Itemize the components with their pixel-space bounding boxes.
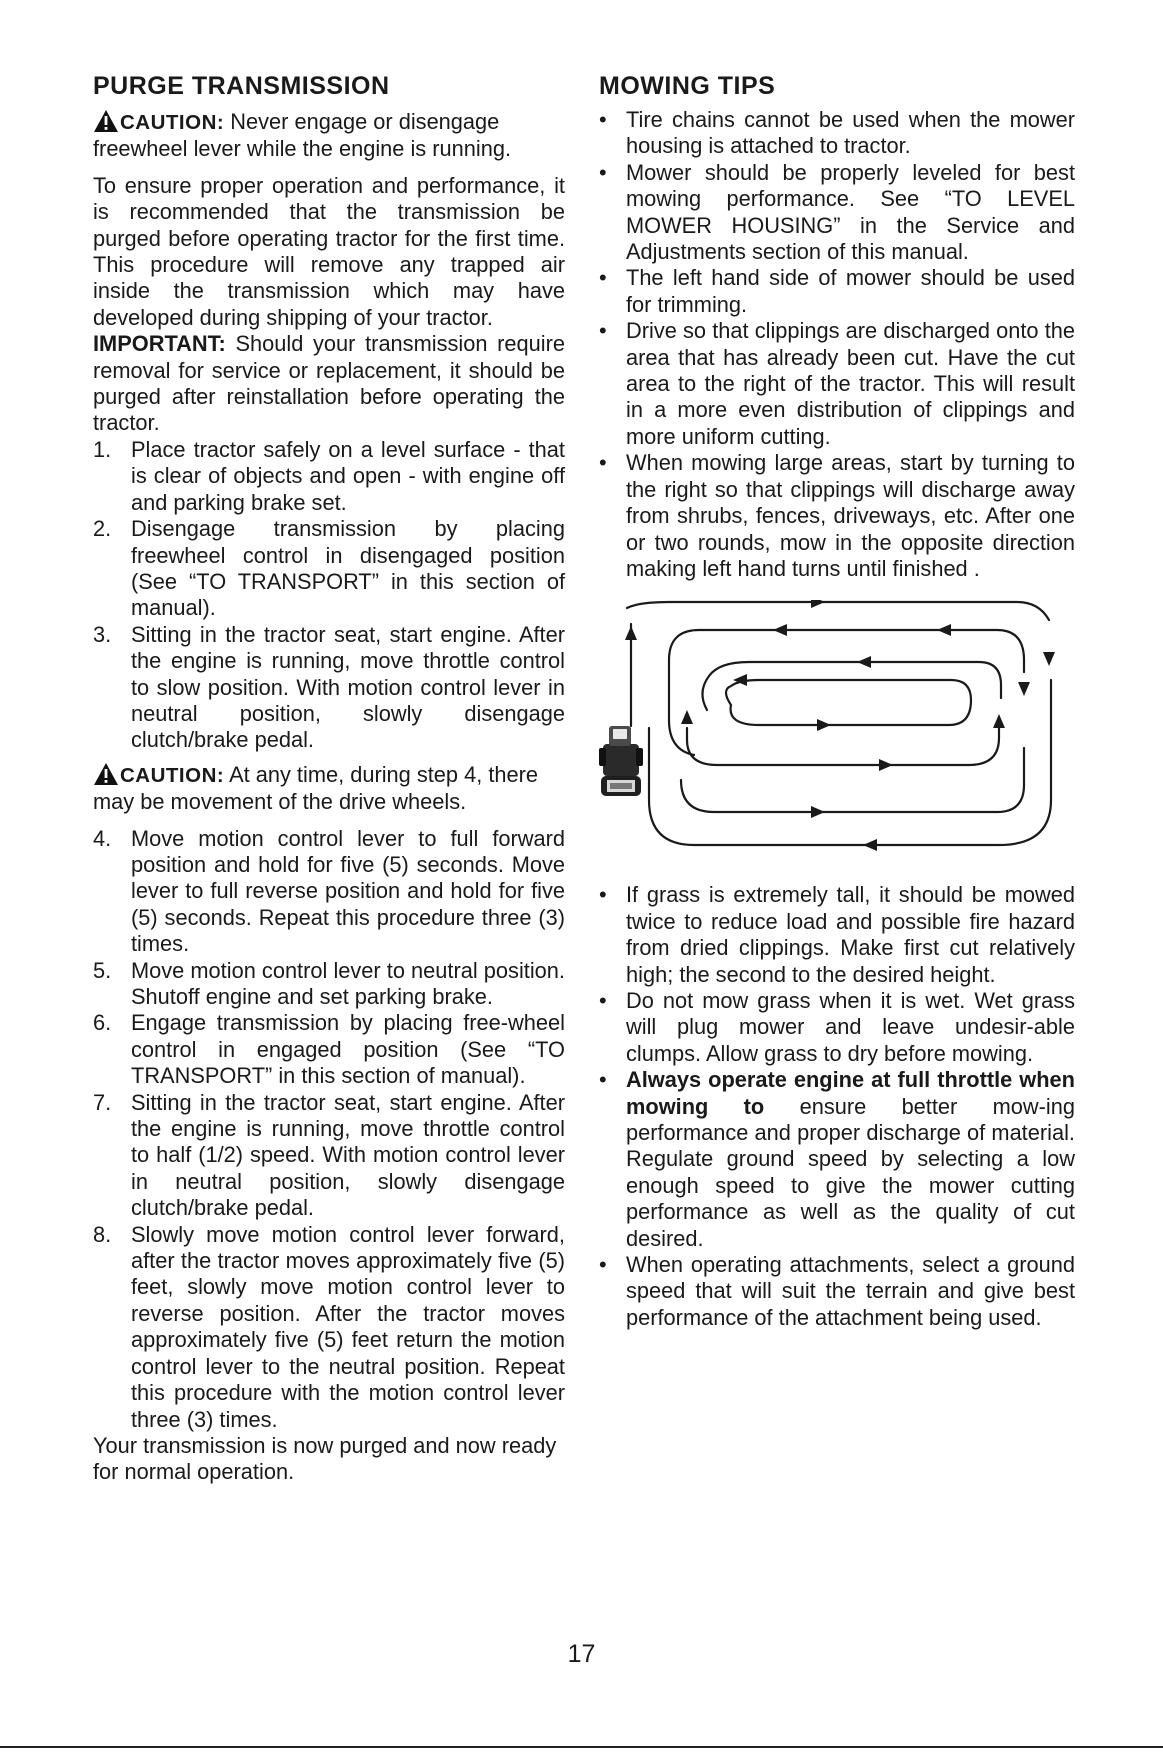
step-number: 7. [93,1089,112,1115]
mowing-tips-list-2 [599,882,1075,1331]
warning-triangle-icon [93,109,119,133]
arrow-left-ring-3 [857,656,871,668]
intro-paragraph: To ensure proper operation and performance, it is recommended that the transmission be purged before operating tractor for the first time. This procedure will remove any trapped air inside the transmission which may have developed during shipping of your tractor. [93,172,565,330]
tractor-icon [599,726,643,796]
list-item [599,1252,1075,1331]
arrow-up-left-inner [681,710,693,724]
tip-text: Do not mow grass when it is wet. Wet grass will plug mower and leave undesir-able clumps. Allow grass to dry before mowing. [626,987,1075,1066]
caution-label: CAUTION: [120,763,225,787]
closing-paragraph: Your transmission is now purged and now ready for normal operation. [93,1432,557,1485]
tip-text: When mowing large areas, start by turning to the right so that clippings will discharge away from shrubs, fences, driveways, etc. After one or two rounds, mow in the opposite direction making left hand turns until finished . [626,450,1075,581]
mowing-tips-section [599,72,1075,1331]
step-text: Move motion control lever to full forward position and hold for five (5) seconds. Move lever to full reverse position and hold for five (5) seconds. Repeat this procedure three (3) times. [131,825,565,957]
list-item [599,160,1075,266]
warning-triangle-icon [93,762,119,786]
step-number: 2. [93,516,112,542]
list-item [599,988,1075,1067]
step-text: Sitting in the tractor seat, start engine. After the engine is running, move throttle control to slow position. With motion control lever in neutral position, slowly disengage clutch/brake pedal. [131,621,565,753]
mowing-path-ring-3-bottom [687,722,999,765]
step-text: Move motion control lever to neutral position. Shutoff engine and set parking brake. [131,957,565,1009]
tip-text: If grass is extremely tall, it should be mowed twice to reduce load and possible fire hazard from dried clippings. Make first cut relatively high; the second to the desired height. [626,882,1075,987]
list-item [599,107,1075,160]
bullet: • [599,450,607,476]
tip-text: ensure better mow-ing performance and proper discharge of material. Regulate ground speed by selecting a low enough speed to give the mower cutting performance as well as the quality of cut desired. [626,1093,1075,1251]
list-item [93,437,565,516]
bullet: • [599,265,607,291]
caution-label: CAUTION: [120,111,225,134]
list-item [599,265,1075,318]
purge-transmission-section [93,72,565,1486]
important-text: Should your transmission require removal for service or replacement, it should be purged after reinstallation before operating the tractor. [93,331,565,436]
arrow-right-ring-2-bottom [811,806,825,818]
purge-steps-list-1 [93,437,565,754]
tip-text: The left hand side of mower should be used for trimming. [626,265,1075,317]
list-item [93,1222,565,1433]
mowing-tips-list-1 [599,107,1075,582]
mowing-path-ring-3 [702,662,1001,710]
mowing-path-outer [627,602,1049,620]
important-label: IMPORTANT: [93,331,226,357]
arrow-right-inner [817,719,831,731]
tip-text: Tire chains cannot be used when the mower housing is attached to tractor. [626,107,1075,159]
tip-text: Drive so that clippings are discharged onto the area that has already been cut. Have the cut area to the right of the tractor. This will result in a more even distribution of clippings and more uniform cutting. [626,318,1075,449]
step-number: 6. [93,1010,112,1036]
step-text: Place tractor safely on a level surface - that is clear of objects and open - with engine off and parking brake set. [131,436,565,515]
mowing-path-ring-2 [669,630,1024,686]
list-item [599,882,1075,988]
arrow-left-ring-2 [773,624,787,636]
mowing-path-bottom-outer [649,680,1051,845]
bullet: • [599,159,607,185]
arrow-left-ring-2b [937,624,951,636]
arrow-down-right-outer [1043,652,1055,666]
step-number: 8. [93,1221,112,1247]
bullet: • [599,107,607,132]
list-item [93,826,565,958]
step-number: 5. [93,957,112,983]
step-text: Disengage transmission by placing freewheel control in disengaged position (See “TO TRANSPORT” in this section of manual). [131,516,565,621]
arrow-up-ring-3 [993,714,1005,728]
list-item [93,1010,565,1089]
important-note [93,331,565,437]
caution-text: Never engage or disengage freewheel lever while the engine is running. [93,109,512,162]
step-text: Slowly move motion control lever forward, after the tractor moves approximately five (5) feet, slowly move motion control lever to reverse position. After the tractor moves approximately five (5) feet return the motion control lever to the neutral position. Repeat this procedure with the motion control lever three (3) times. [131,1221,565,1432]
bullet: • [599,987,607,1013]
arrow-down-ring-2 [1018,682,1030,696]
arrow-right-ring-3 [879,759,893,771]
mowing-path-inner [726,680,971,725]
step-text: Engage transmission by placing free-wheel control in engaged position (See “TO TRANSPORT” in this section of manual). [131,1010,565,1089]
bottom-divider [0,1746,1163,1748]
bullet: • [599,1067,607,1093]
mowing-path-ring-2-bottom [681,748,1024,812]
tip-text: When operating attachments, select a ground speed that will suit the terrain and give best performance of the attachment being used. [626,1252,1075,1330]
page-number: 17 [567,1640,596,1668]
list-item [93,622,565,754]
section-title-purge: PURGE TRANSMISSION [93,72,390,100]
list-item [599,1067,1075,1252]
step-number: 3. [93,621,112,647]
caution-note-freewheel [93,109,565,163]
arrow-up-left-outer [625,626,637,640]
section-title-mowing-tips: MOWING TIPS [599,72,776,100]
step-number: 4. [93,825,112,851]
arrow-right-top [811,600,825,608]
caution-text: At any time, during step 4, there may be movement of the drive wheels. [93,761,539,815]
list-item [93,958,565,1011]
purge-steps-list-2 [93,826,565,1433]
step-text: Sitting in the tractor seat, start engine. After the engine is running, move throttle control to half (1/2) speed. With motion control lever in neutral position, slowly disengage clutch/brake pedal. [131,1089,565,1221]
tip-bold-text: Always operate engine at full throttle when mowing to [626,1067,1075,1119]
bullet: • [599,1252,607,1277]
caution-note-drive-wheels [93,762,565,816]
list-item [93,1090,565,1222]
bullet: • [599,318,607,344]
tip-text: Mower should be properly leveled for best mowing performance. See “TO LEVEL MOWER HOUSING” in the Service and Adjustments section of this manual. [626,159,1075,265]
list-item [599,318,1075,450]
bullet: • [599,882,607,908]
list-item [599,450,1075,582]
list-item [93,516,565,622]
step-number: 1. [93,436,112,462]
arrow-left-outer-bottom [863,839,877,851]
mowing-pattern-diagram [599,600,1075,860]
